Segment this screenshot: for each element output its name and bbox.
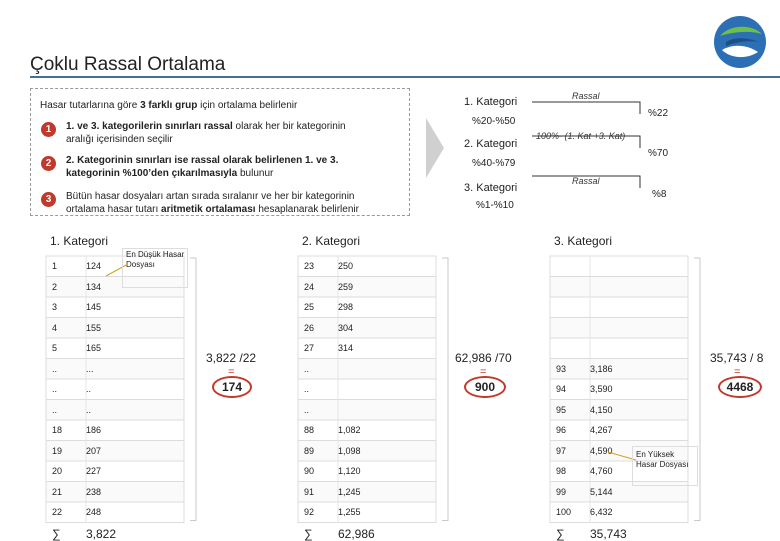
table-1-amount-cell: 238 (86, 486, 102, 497)
table-2-index-cell: 27 (304, 343, 315, 353)
table-2-index-cell: .. (304, 384, 310, 394)
table-1-amount-cell: 155 (86, 322, 102, 333)
table-3-sum-value: 35,743 (590, 526, 627, 541)
table-3-index-cell: 96 (556, 425, 567, 435)
table-1-index-cell: .. (52, 384, 58, 394)
table-1-amount-cell: .. (86, 384, 92, 394)
table-2-sum-value: 62,986 (338, 526, 375, 541)
table-1-amount-cell: 134 (86, 281, 102, 292)
cat-3-range: %1-%10 (476, 200, 514, 211)
table-1-sum-symbol: ∑ (52, 526, 61, 541)
cat-2-range: %40-%79 (472, 158, 516, 169)
note-lowest: En Düşük Hasar Dosyası (126, 250, 185, 269)
table-3-index-cell: 97 (556, 445, 567, 456)
table-3-index-cell: 94 (556, 384, 567, 394)
table-3-title: 3. Kategori (554, 234, 613, 248)
table-3-index-cell: 99 (556, 486, 567, 497)
table-2-index-cell: 91 (304, 486, 315, 497)
table-3-amount-cell: 4,760 (590, 466, 613, 476)
table-2-index-cell: .. (304, 404, 310, 415)
calc-2-eq: = (480, 366, 487, 378)
cat-1-name: 1. Kategori (464, 96, 518, 108)
table-3-amount-cell: 4,267 (590, 425, 613, 435)
table-2-amount-cell: 1,120 (338, 466, 361, 476)
table-1-amount-cell: 186 (86, 425, 102, 435)
table-3-index-cell: 98 (556, 466, 567, 476)
table-1-amount-cell: 207 (86, 445, 102, 456)
table-1-index-cell: .. (52, 363, 58, 374)
table-2-index-cell: 26 (304, 322, 315, 333)
table-2-index-cell: 92 (304, 507, 315, 517)
cat-3-name: 3. Kategori (464, 182, 518, 194)
cat-3-pct: %8 (652, 189, 667, 200)
table-1-index-cell: 2 (52, 281, 58, 292)
table-2-amount-cell: 314 (338, 343, 354, 353)
table-3-amount-cell: 3,590 (590, 384, 613, 394)
table-1-title: 1. Kategori (50, 234, 109, 248)
point-2-text: 2. Kategorinin sınırları ise rassal olarak belirlenen 1. ve 3. kategorinin %100’den çıkarılmasıyla bulunur (66, 155, 339, 179)
result-3: 4468 (718, 376, 762, 398)
table-2-title: 2. Kategori (302, 234, 361, 248)
calc-3-eq: = (734, 366, 741, 378)
table-2-amount-cell: 304 (338, 322, 354, 333)
table-2-amount-cell: 1,255 (338, 507, 361, 517)
bracket-rassal-3: Rassal (572, 176, 600, 186)
point-2-badge: 2 (41, 156, 56, 171)
note-highest-box (632, 446, 698, 486)
table-2-amount-cell: 250 (338, 261, 354, 271)
table-2-amount-cell: 1,082 (338, 425, 361, 435)
table-1-amount-cell: 165 (86, 343, 102, 353)
point-1-text: 1. ve 3. kategorilerin sınırları rassal olarak her bir kategorinin aralığı içerisinden seçilir (66, 121, 346, 145)
table-1-index-cell: 3 (52, 302, 58, 312)
table-1-index-cell: 1 (52, 261, 58, 271)
table-3-amount-cell: 6,432 (590, 507, 613, 517)
table-2-amount-cell: 1,245 (338, 486, 361, 497)
table-3-amount-cell: 4,150 (590, 404, 613, 415)
table-2-index-cell: 23 (304, 261, 315, 271)
table-3-amount-cell: 3,186 (590, 363, 613, 374)
table-1-index-cell: 21 (52, 486, 63, 497)
table-1-index-cell: 19 (52, 445, 63, 456)
point-3-text: Bütün hasar dosyaları artan sırada sıralanır ve her bir kategorinin ortalama hasar tutarı aritmetik ortalaması hesaplanarak belirlenir (66, 191, 359, 215)
bracket-formula: 100%- (1. Kat +3. Kat) (536, 131, 626, 141)
table-1-amount-cell: 124 (86, 261, 102, 271)
table-2-index-cell: .. (304, 363, 310, 374)
intro-heading: Hasar tutarlarına göre 3 farklı grup için ortalama belirlenir (40, 100, 298, 111)
table-2-index-cell: 24 (304, 281, 315, 292)
table-2-index-cell: 89 (304, 445, 315, 456)
table-1-sum-value: 3,822 (86, 526, 117, 541)
table-2-index-cell: 90 (304, 466, 315, 476)
table-2-amount-cell: 259 (338, 281, 354, 292)
table-2-amount-cell: 1,098 (338, 445, 361, 456)
cat-1-range: %20-%50 (472, 116, 516, 127)
calc-1: 3,822 /22 (206, 351, 257, 365)
note-highest: En Yüksek Hasar Dosyası (636, 450, 689, 469)
note-lowest-box (122, 248, 188, 288)
point-1-badge: 1 (41, 122, 56, 137)
table-1-amount-cell: 248 (86, 507, 102, 517)
result-2: 900 (464, 376, 506, 398)
table-1-index-cell: 20 (52, 466, 63, 476)
calc-1-eq: = (228, 366, 235, 378)
cat-2-name: 2. Kategori (464, 138, 518, 150)
cat-2-pct: %70 (648, 148, 669, 159)
table-3-sum-symbol: ∑ (556, 526, 565, 541)
cat-1-pct: %22 (648, 108, 669, 119)
point-3-badge: 3 (41, 192, 56, 207)
table-2-index-cell: 88 (304, 425, 315, 435)
table-3-index-cell: 100 (556, 507, 572, 517)
calc-2: 62,986 /70 (455, 351, 512, 365)
table-2-sum-symbol: ∑ (304, 526, 313, 541)
table-1-index-cell: 5 (52, 343, 58, 353)
table-3-amount-cell: 4,590 (590, 445, 613, 456)
table-1-index-cell: .. (52, 404, 58, 415)
table-1-amount-cell: .. (86, 404, 92, 415)
table-1-index-cell: 18 (52, 425, 63, 435)
result-1: 174 (212, 376, 252, 398)
table-1-amount-cell: 145 (86, 302, 102, 312)
table-1-index-cell: 22 (52, 507, 63, 517)
table-1-amount-cell: ... (86, 363, 94, 374)
table-3-index-cell: 95 (556, 404, 567, 415)
page-title: Çoklu Rassal Ortalama (30, 54, 226, 75)
calc-3: 35,743 / 8 (710, 351, 764, 365)
table-3-amount-cell: 5,144 (590, 486, 613, 497)
table-2-index-cell: 25 (304, 302, 315, 312)
table-3-index-cell: 93 (556, 363, 567, 374)
table-1-index-cell: 4 (52, 322, 58, 333)
table-2-amount-cell: 298 (338, 302, 354, 312)
bracket-rassal-1: Rassal (572, 91, 600, 101)
table-1-amount-cell: 227 (86, 466, 102, 476)
